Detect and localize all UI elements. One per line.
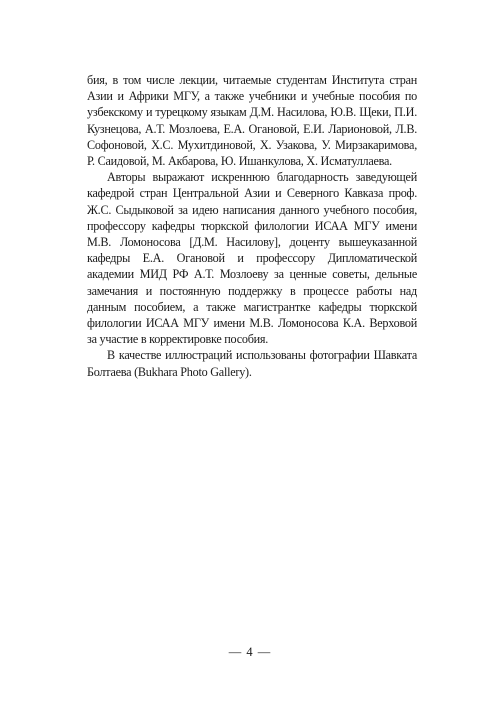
paragraph-acknowledgements: Авторы выражают искреннюю благодарность заведующей кафедрой стран Центральной Азии и Северного Кавказа проф. Ж.С. Сыдыковой за идею написания данного учебного пособия, профессору кафедры тюркской филологии ИСАА МГУ имени М.В. Ломоносова [Д.М. Насилову], доценту вышеуказанной кафедры Е.А. Огановой и профессору Дипломатической академии МИД РФ А.Т. Мозлоеву за ценные советы, дельные замечания и постоянную поддержку в процессе работы над данным пособием, а также магистрантке кафедры тюркской филологии ИСАА МГУ имени М.В. Ломоносова К.А. Верховой за участие в корректировке пособия. <box>87 170 417 347</box>
paragraph-illustrations: В качестве иллюстраций использованы фотографии Шавката Болтаева (Bukhara Photo Gallery). <box>87 348 417 379</box>
paragraph-continuation: бия, в том числе лекции, читаемые студентам Института стран Азии и Африки МГУ, а также учебники и учебные пособия по узбекскому и турецкому языкам Д.М. Насилова, Ю.В. Щеки, П.И. Кузнецова, А.Т. Мозлоева, Е.А. Огановой, Е.И. Ларионовой, Л.В. Софоновой, Х.С. Мухитдиновой, Х. Узакова, У. Мирзакаримова, Р. Саидовой, М. Акбарова, Ю. Ишанкулова, Х. Исматуллаева. <box>87 73 417 169</box>
body-text <box>87 72 417 380</box>
page-number: — 4 — <box>228 645 272 659</box>
